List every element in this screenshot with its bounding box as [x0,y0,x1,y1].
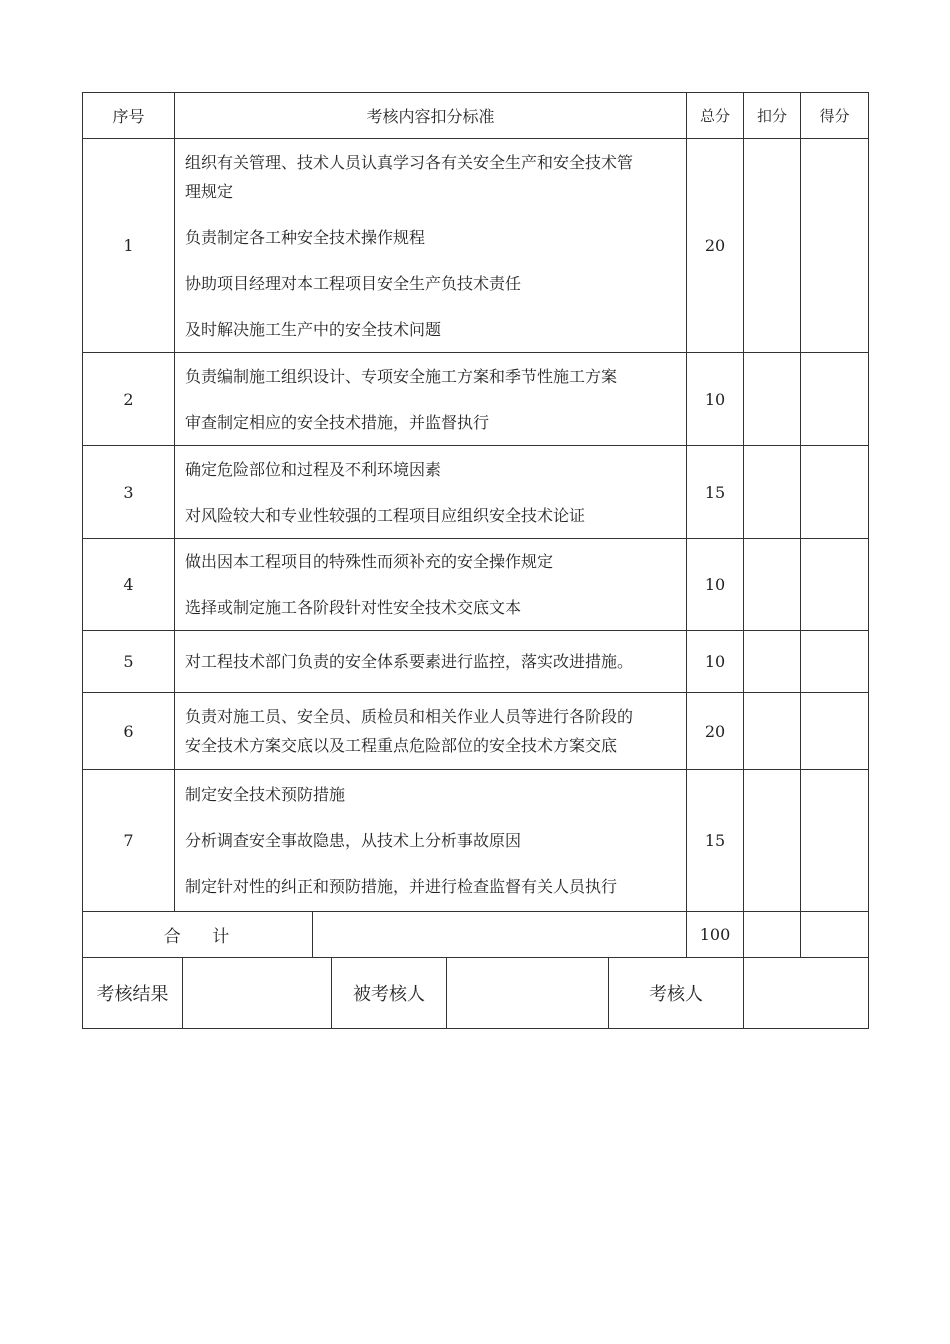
total-label-text: 合 计 [163,927,232,947]
total-value: 100 [687,912,744,958]
total-blank-cell [313,912,687,958]
row-score-cell[interactable] [801,631,869,693]
row-points: 10 [687,353,744,446]
row-content [175,353,687,446]
assessee-field[interactable] [447,958,609,1029]
header-seq: 序号 [83,93,175,139]
content-line: 协助项目经理对本工程项目安全生产负技术责任 [185,273,522,293]
content-line: 组织有关管理、技术人员认真学习各有关安全生产和安全技术管 [185,152,634,172]
assessee-label: 被考核人 [332,958,447,1029]
content-line: 做出因本工程项目的特殊性而须补充的安全操作规定 [185,552,554,571]
header-deduct: 扣分 [744,93,801,139]
row-deduct-cell[interactable] [744,770,801,912]
row-deduct-cell[interactable] [744,139,801,353]
row-score-cell[interactable] [801,539,869,631]
row-points: 15 [687,770,744,912]
header-total: 总分 [687,93,744,139]
content-line: 制定安全技术预防措施 [185,785,346,804]
signature-table [82,957,869,1029]
row-score-cell[interactable] [801,693,869,770]
row-content [175,693,687,770]
row-seq: 3 [83,446,175,539]
total-score-cell[interactable] [801,912,869,958]
result-label: 考核结果 [83,958,183,1029]
row-content [175,539,687,631]
table-row [83,693,869,770]
header-content: 考核内容扣分标准 [175,93,687,139]
content-line: 选择或制定施工各阶段针对性安全技术交底文本 [185,598,522,617]
content-line: 负责制定各工种安全技术操作规程 [185,227,426,247]
row-seq: 4 [83,539,175,631]
row-deduct-cell[interactable] [744,631,801,693]
content-line: 分析调查安全事故隐患，从技术上分析事故原因 [185,831,522,850]
row-deduct-cell[interactable] [744,693,801,770]
signature-row [83,958,869,1029]
content-line: 确定危险部位和过程及不利环境因素 [185,459,442,479]
content-line: 安全技术方案交底以及工程重点危险部位的安全技术方案交底 [185,736,618,755]
content-line: 对风险较大和专业性较强的工程项目应组织安全技术论证 [185,505,586,525]
row-content [175,631,687,693]
assessor-label: 考核人 [609,958,744,1029]
content-line: 制定针对性的纠正和预防措施，并进行检查监督有关人员执行 [185,877,618,896]
row-score-cell[interactable] [801,353,869,446]
content-line: 负责编制施工组织设计、专项安全施工方案和季节性施工方案 [185,366,618,386]
row-points: 10 [687,631,744,693]
row-content [175,446,687,539]
row-seq: 6 [83,693,175,770]
row-seq: 5 [83,631,175,693]
row-deduct-cell[interactable] [744,446,801,539]
assessment-table [82,92,869,958]
table-row [83,539,869,631]
row-seq: 7 [83,770,175,912]
assessor-field[interactable] [744,958,869,1029]
table-row [83,139,869,353]
row-score-cell[interactable] [801,139,869,353]
row-points: 20 [687,139,744,353]
row-seq: 1 [83,139,175,353]
row-deduct-cell[interactable] [744,539,801,631]
content-line: 对工程技术部门负责的安全体系要素进行监控，落实改进措施。 [185,652,634,671]
row-points: 20 [687,693,744,770]
result-field[interactable] [183,958,332,1029]
row-points: 10 [687,539,744,631]
table-row [83,353,869,446]
row-content [175,139,687,353]
table-row [83,446,869,539]
content-line: 理规定 [185,181,234,201]
row-seq: 2 [83,353,175,446]
content-line: 及时解决施工生产中的安全技术问题 [185,319,442,339]
row-content [175,770,687,912]
total-row [83,912,869,958]
content-line: 负责对施工员、安全员、质检员和相关作业人员等进行各阶段的 [185,707,634,726]
total-label [83,912,313,958]
row-score-cell[interactable] [801,770,869,912]
table-row [83,770,869,912]
row-deduct-cell[interactable] [744,353,801,446]
content-line: 审查制定相应的安全技术措施，并监督执行 [185,412,490,432]
header-score: 得分 [801,93,869,139]
total-deduct-cell[interactable] [744,912,801,958]
row-score-cell[interactable] [801,446,869,539]
row-points: 15 [687,446,744,539]
header-row [83,93,869,139]
table-row [83,631,869,693]
